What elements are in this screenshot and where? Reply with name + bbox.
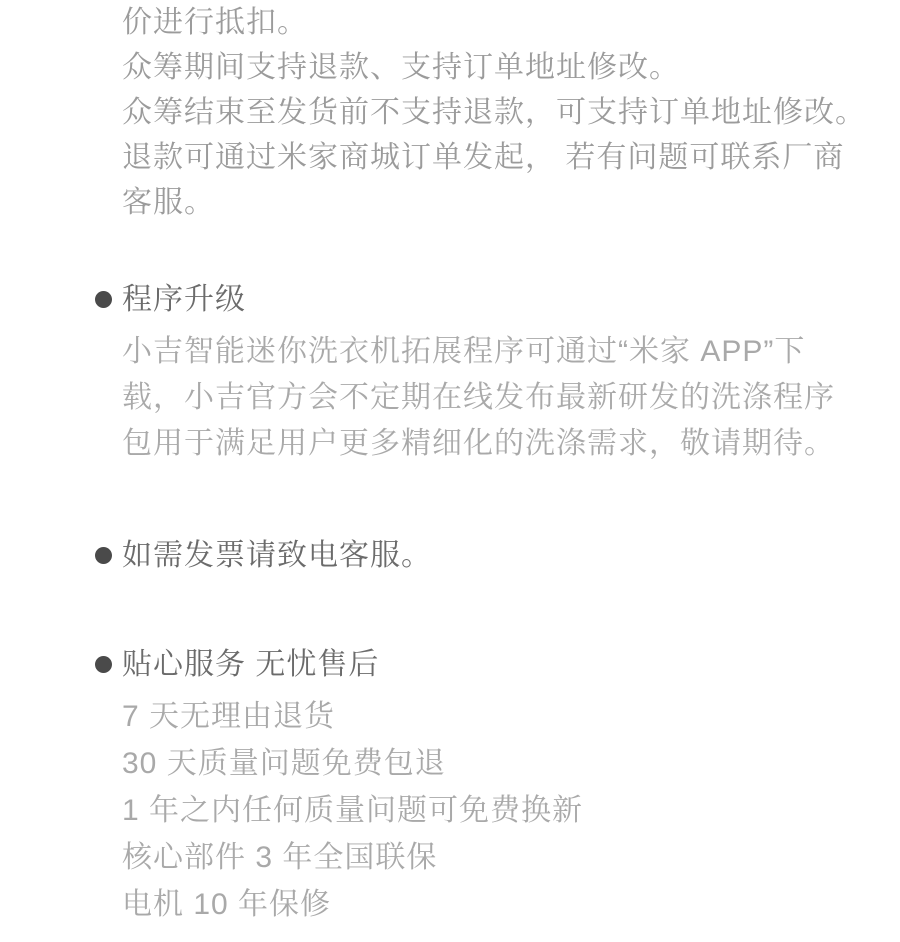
list-item: 1 年之内任何质量问题可免费换新 [122, 794, 584, 827]
service-guarantee-list [122, 693, 875, 928]
section-heading-row [95, 277, 875, 322]
paragraph-line: 众筹期间支持退款、支持订单地址修改。 [122, 51, 680, 84]
section-invoice-notice [122, 533, 875, 578]
paragraph-line: 价进行抵扣。 [122, 6, 308, 39]
paragraph-line: 众筹结束至发货前不支持退款，可支持订单地址修改。 [122, 96, 866, 129]
section-program-upgrade [122, 277, 875, 467]
section-heading-row [95, 642, 875, 687]
section-heading: 程序升级 [122, 283, 246, 316]
section-body [122, 329, 875, 467]
paragraph-line: 小吉智能迷你洗衣机拓展程序可通过“米家 APP”下 [122, 335, 806, 368]
list-item: 电机 10 年保修 [122, 888, 332, 921]
section-after-sales-service [122, 642, 875, 928]
refund-policy-paragraph [122, 0, 875, 225]
bullet-icon [95, 547, 112, 564]
bullet-icon [95, 291, 112, 308]
list-item: 核心部件 3 年全国联保 [122, 841, 438, 874]
section-heading-row [95, 533, 875, 578]
list-item: 30 天质量问题免费包退 [122, 747, 446, 780]
paragraph-line: 客服。 [122, 186, 215, 219]
paragraph-line: 载，小吉官方会不定期在线发布最新研发的洗涤程序 [122, 381, 835, 414]
section-heading: 如需发票请致电客服。 [122, 539, 432, 572]
paragraph-line: 包用于满足用户更多精细化的洗涤需求，敬请期待。 [122, 427, 835, 460]
bullet-icon [95, 656, 112, 673]
section-heading: 贴心服务 无忧售后 [122, 648, 380, 681]
paragraph-line: 退款可通过米家商城订单发起， 若有问题可联系厂商 [122, 141, 845, 174]
list-item: 7 天无理由退货 [122, 700, 336, 733]
